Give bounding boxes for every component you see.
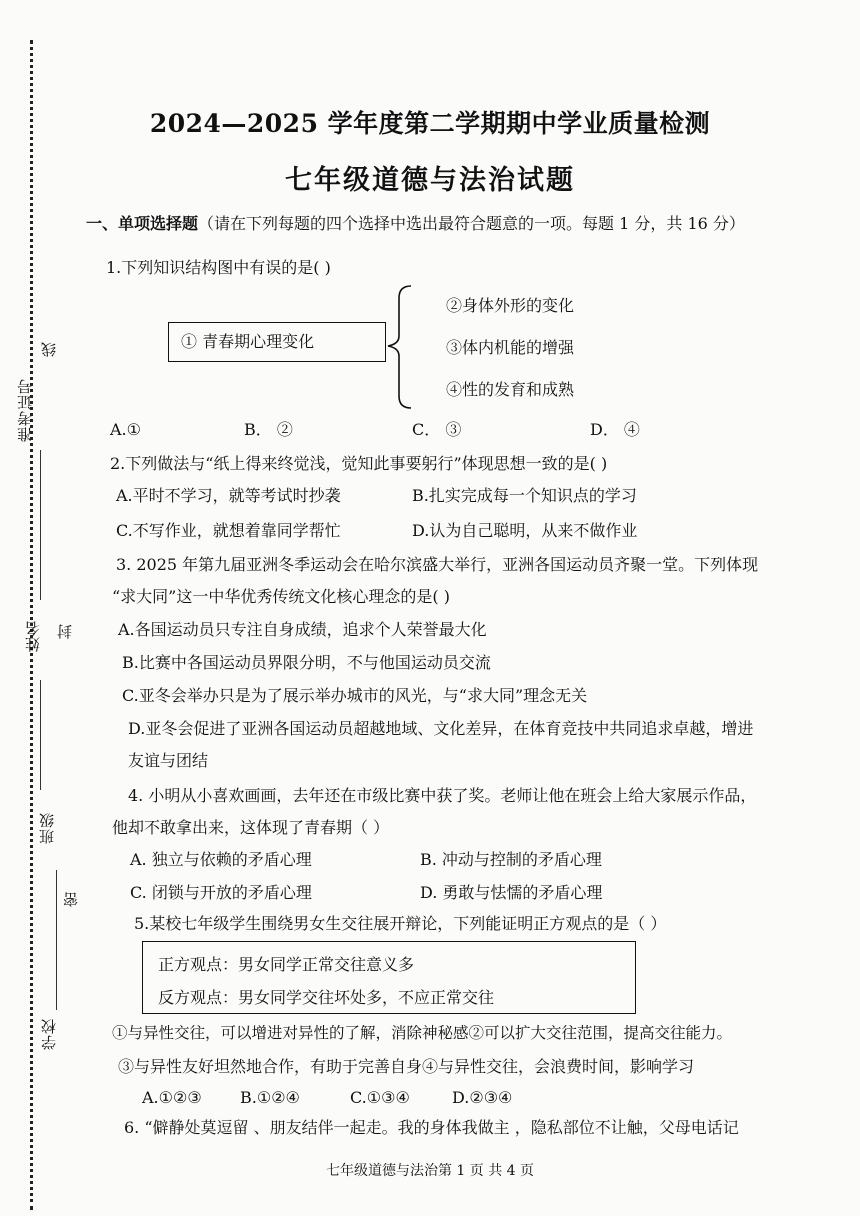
q1-stem: 1.下列知识结构图中有误的是( ) (106, 258, 331, 277)
q4-option-d: D. 勇敢与怯懦的矛盾心理 (420, 883, 603, 902)
q2-option-d: D.认为自己聪明，从来不做作业 (412, 521, 638, 540)
q5-option-a: A.①②③ (142, 1088, 202, 1107)
q1-option-c: C． ③ (412, 420, 462, 439)
q5-statement-line-1: ①与异性交往，可以增进对异性的了解，消除神秘感②可以扩大交往范围，提高交往能力。 (112, 1024, 733, 1042)
candidate-number-label: 准考证号 (16, 378, 34, 442)
q5-option-c: C.①③④ (350, 1088, 410, 1107)
q3-stem-line-2: “求大同”这一中华优秀传统文化核心理念的是( ) (112, 587, 450, 606)
q4-stem-line-1: 4. 小明从小喜欢画画，去年还在市级比赛中获了奖。老师让他在班会上给大家展示作品， (128, 786, 757, 805)
q5-stem: 5.某校七年级学生围绕男女生交往展开辩论，下列能证明正方观点的是（ ） (134, 914, 667, 933)
school-label: 学校 (40, 1018, 58, 1050)
q1-option-b: B． ② (244, 420, 293, 439)
q1-branch-3: ④性的发育和成熟 (446, 380, 575, 399)
q5-con-view: 反方观点：男女同学交往坏处多，不应正常交往 (158, 988, 495, 1007)
q1-brace (385, 282, 415, 412)
seal-seal-mark: 封 (56, 624, 74, 639)
q5-pro-view: 正方观点：男女同学正常交往意义多 (158, 955, 415, 974)
name-label: 姓名 (24, 620, 42, 652)
q2-option-c: C.不写作业，就想着靠同学帮忙 (116, 521, 341, 540)
q3-option-d: D.亚冬会促进了亚洲各国运动员超越地域、文化差异，在体育竞技中共同追求卓越，增进 (128, 719, 754, 738)
section-instruction: （请在下列每题的四个选择中选出最符合题意的一项。每题 1 分，共 16 分） (198, 214, 745, 233)
q4-option-b: B. 冲动与控制的矛盾心理 (420, 850, 602, 869)
q3-option-d-cont: 友谊与团结 (128, 751, 209, 770)
q1-option-a: A.① (110, 420, 141, 439)
q4-stem-line-2: 他却不敢拿出来，这体现了青春期（ ） (112, 818, 390, 837)
q1-concept-box: ① 青春期心理变化 (168, 322, 386, 362)
seal-line-mark: 线 (40, 342, 58, 357)
section-heading (86, 214, 745, 234)
q5-option-d: D.②③④ (452, 1088, 513, 1107)
q3-stem-line-1: 3. 2025 年第九届亚洲冬季运动会在哈尔滨盛大举行，亚洲各国运动员齐聚一堂。下列体现 (116, 555, 759, 574)
name-blank (40, 680, 41, 790)
q5-statement-line-2: ③与异性友好坦然地合作，有助于完善自身④与异性交往，会浪费时间，影响学习 (118, 1057, 695, 1076)
q2-option-b: B.扎实完成每一个知识点的学习 (412, 486, 637, 505)
seal-close-mark: 密 (62, 892, 80, 907)
class-label: 班级 (38, 812, 56, 844)
q3-option-b: B.比赛中各国运动员界限分明，不与他国运动员交流 (122, 653, 491, 672)
q1-option-d: D． ④ (590, 420, 640, 439)
exam-subtitle: 七年级道德与法治试题 (285, 165, 575, 196)
q4-option-a: A. 独立与依赖的矛盾心理 (130, 850, 312, 869)
candidate-number-blank (40, 450, 41, 600)
q2-stem: 2.下列做法与“纸上得来终觉浅，觉知此事要躬行”体现思想一致的是( ) (110, 454, 608, 473)
q3-option-c: C.亚冬会举办只是为了展示举办城市的风光，与“求大同”理念无关 (122, 686, 588, 705)
q5-option-b: B.①②④ (240, 1088, 300, 1107)
q1-branch-1: ②身体外形的变化 (446, 296, 575, 315)
page-footer: 七年级道德与法治第 1 页 共 4 页 (325, 1163, 535, 1179)
q6-stem: 6. “僻静处莫逗留 、朋友结伴一起走。我的身体我做主 ，隐私部位不让触，父母电话记 (124, 1118, 739, 1137)
q3-option-a: A.各国运动员只专注自身成绩，追求个人荣誉最大化 (118, 620, 487, 639)
section-title: 一、单项选择题 (86, 214, 199, 233)
q1-branch-2: ③体内机能的增强 (446, 338, 575, 357)
exam-title: 2024—2025 学年度第二学期期中学业质量检测 (149, 109, 711, 138)
q4-option-c: C. 闭锁与开放的矛盾心理 (130, 883, 312, 902)
class-blank (56, 870, 57, 1010)
q2-option-a: A.平时不学习，就等考试时抄袭 (116, 486, 341, 505)
